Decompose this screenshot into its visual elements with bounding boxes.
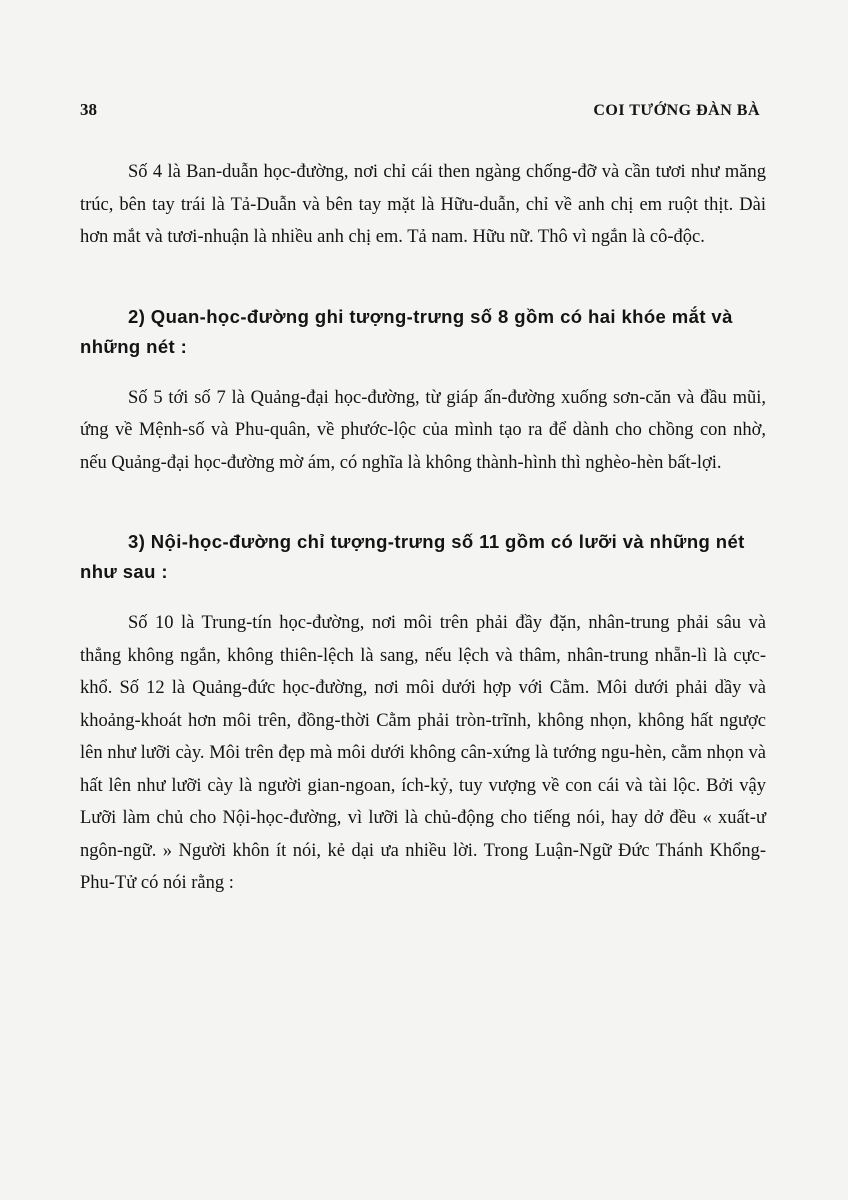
- paragraph-ban-duan: Số 4 là Ban-duẫn học-đường, nơi chỉ cái then ngàng chống-đỡ và cần tươi như măng trúc, bên tay trái là Tả-Duẫn và bên tay mặt là Hữu-duẫn, chỉ về anh chị em ruột thịt. Dài hơn mắt và tươi-nhuận là nhiều anh chị em. Tả nam. Hữu nữ. Thô vì ngắn là cô-độc.: [80, 162, 766, 247]
- spacer: [80, 479, 766, 527]
- spacer: [80, 587, 766, 607]
- page-content: [80, 156, 766, 900]
- section-heading-quan-hoc-duong: 2) Quan-học-đường ghi tượng-trưng số 8 gồm có hai khóe mắt và những nét :: [80, 305, 733, 357]
- spacer: [80, 362, 766, 382]
- section-heading-noi-hoc-duong: 3) Nội-học-đường chỉ tượng-trưng số 11 gồm có lưỡi và những nét như sau :: [80, 531, 745, 582]
- running-title: COI TƯỚNG ĐÀN BÀ: [593, 102, 760, 119]
- spacer: [80, 254, 766, 302]
- paragraph-trung-tin: Số 10 là Trung-tín học-đường, nơi môi trên phải đầy đặn, nhân-trung phải sâu và thẳng không ngắn, không thiên-lệch là sang, nếu lệch và thâm, nhân-trung nhẵn-lì là cực-khổ. Số 12 là Quảng-đức học-đường, nơi môi dưới hợp với Cằm. Môi dưới phải dầy và khoảng-khoát hơn môi trên, đồng-thời Cằm phải tròn-trĩnh, không nhọn, không hất ngược lên như lưỡi cày. Môi trên đẹp mà môi dưới không cân-xứng là tướng ngu-hèn, cằm nhọn và hất lên như lưỡi cày là người gian-ngoan, ích-kỷ, tuy vượng về con cái và tài lộc. Bởi vậy Lưỡi làm chủ cho Nội-học-đường, vì lưỡi là chủ-động cho tiếng nói, hay dở đều « xuất-ư ngôn-ngữ. » Người khôn ít nói, kẻ dại ưa nhiều lời. Trong Luận-Ngữ Đức Thánh Khổng-Phu-Tử có nói rằng :: [80, 613, 766, 893]
- page-number: 38: [80, 100, 97, 119]
- paragraph-quang-dai: Số 5 tới số 7 là Quảng-đại học-đường, từ giáp ấn-đường xuống sơn-căn và đầu mũi, ứng về Mệnh-số và Phu-quân, về phước-lộc của mình tạo ra để dành cho chồng con nhờ, nếu Quảng-đại học-đường mờ ám, có nghĩa là không thành-hình thì nghèo-hèn bất-lợi.: [80, 387, 766, 473]
- running-header: [80, 100, 760, 120]
